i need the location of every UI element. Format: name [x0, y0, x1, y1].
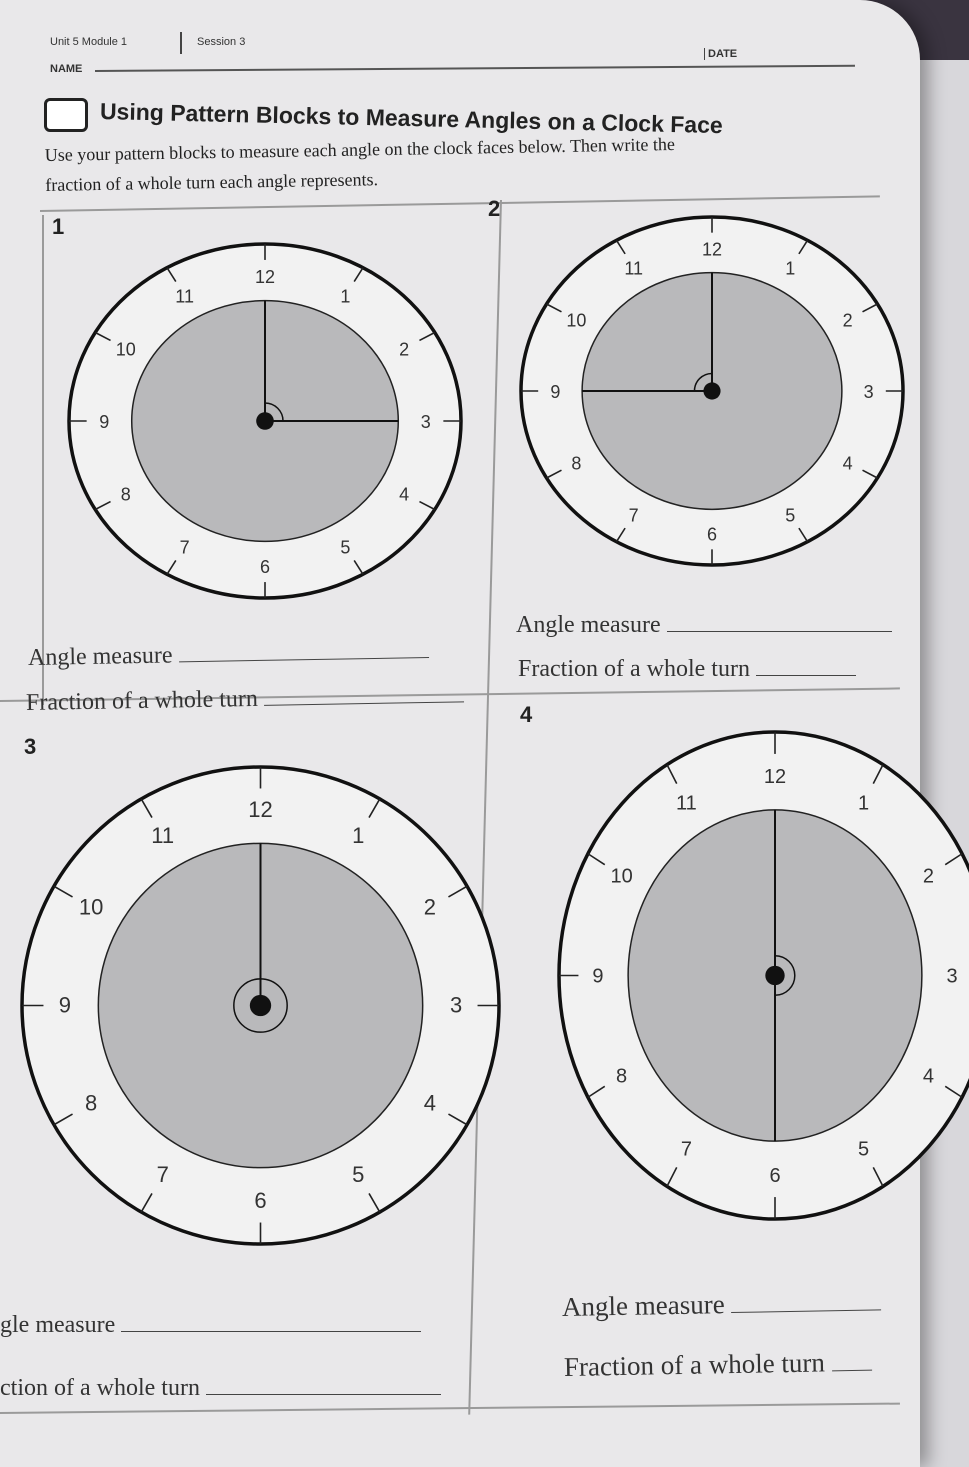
- clock-number: 12: [701, 239, 723, 260]
- clock-number: 9: [58, 992, 72, 1018]
- clock-number: 2: [399, 339, 410, 360]
- clock-number: 2: [423, 894, 436, 920]
- clock-number: 10: [78, 894, 104, 920]
- fraction-label: Fraction of a whole turn: [25, 685, 259, 716]
- clock-number: 8: [120, 484, 131, 505]
- header-divider: [180, 32, 182, 54]
- clock-number: 10: [115, 339, 136, 360]
- clock-number: 11: [676, 792, 697, 815]
- clock-center-dot: [250, 995, 271, 1016]
- clock-number: 11: [151, 823, 175, 849]
- clock-number: 8: [571, 453, 582, 474]
- instructions-line-2: fraction of a whole turn each angle represents.: [45, 169, 379, 195]
- fraction-blank[interactable]: [264, 701, 464, 705]
- fraction-blank[interactable]: [832, 1370, 872, 1372]
- problem-1-fraction-row: [26, 682, 464, 717]
- page-title: Using Pattern Blocks to Measure Angles on a Clock Face: [99, 98, 724, 139]
- angle-measure-label: Angle measure: [561, 1289, 725, 1322]
- clock-number: 12: [763, 765, 787, 788]
- clock-number: 9: [550, 382, 561, 402]
- problem-3-angle-row: [0, 1312, 421, 1339]
- problem-4-number: 4: [520, 702, 533, 727]
- clock-center-dot: [256, 412, 274, 430]
- angle-measure-label: Angle measure: [516, 612, 661, 638]
- fraction-label: Fraction of a whole turn: [563, 1347, 826, 1382]
- clock-number: 8: [85, 1090, 98, 1116]
- clock-number: 1: [340, 286, 351, 307]
- clock-number: 11: [624, 258, 644, 279]
- clock-number: 5: [352, 1161, 365, 1187]
- problem-1-number: 1: [52, 214, 65, 239]
- angle-measure-blank[interactable]: [732, 1309, 882, 1313]
- clock-number: 5: [340, 537, 351, 558]
- date-label: DATE: [704, 48, 737, 60]
- clock-number: 12: [254, 266, 276, 287]
- problem-2-angle-row: [516, 612, 892, 639]
- clock-number: 4: [842, 453, 853, 474]
- instructions-line-1: Use your pattern blocks to measure each angle on the clock faces below. Then write the: [44, 134, 676, 166]
- clock-number: 9: [592, 965, 604, 988]
- fraction-label: Fraction of a whole turn: [518, 656, 750, 682]
- clock-number: 1: [352, 823, 365, 849]
- problem-3-number: 3: [24, 734, 37, 759]
- clock-number: 6: [706, 524, 718, 545]
- clock-number: 7: [628, 505, 639, 526]
- fraction-label: ction of a whole turn: [0, 1375, 200, 1401]
- clock-face-1: [65, 240, 465, 602]
- clock-number: 3: [946, 965, 958, 988]
- angle-measure-blank[interactable]: [121, 1331, 421, 1332]
- clock-number: 1: [785, 258, 796, 279]
- clock-number: 4: [399, 484, 410, 505]
- problem-4-angle-row: [562, 1286, 882, 1323]
- clock-number: 5: [785, 505, 796, 526]
- clock-number: 5: [857, 1138, 870, 1161]
- instructions: [44, 126, 875, 200]
- clock-number: 11: [175, 286, 194, 307]
- problem-1-angle-row: [28, 638, 429, 672]
- angle-measure-blank[interactable]: [667, 631, 892, 632]
- problem-2-fraction-row: [518, 656, 856, 683]
- clock-number: 10: [610, 865, 633, 888]
- clock-number: 6: [254, 1188, 267, 1214]
- clock-number: 2: [842, 310, 853, 331]
- clock-center-dot: [765, 966, 784, 985]
- clock-face-4: [555, 728, 969, 1223]
- problem-3-fraction-row: [0, 1375, 441, 1402]
- clock-number: 2: [922, 865, 934, 888]
- clock-number: 1: [857, 792, 870, 815]
- clock-number: 3: [420, 412, 431, 432]
- session-label: Session 3: [197, 36, 246, 48]
- angle-measure-label: gle measure: [0, 1312, 116, 1338]
- angle-measure-blank[interactable]: [179, 657, 429, 662]
- clock-face-3: [18, 763, 503, 1248]
- problem-2-number: 2: [488, 196, 501, 221]
- clock-number: 7: [680, 1138, 693, 1161]
- clock-number: 4: [423, 1090, 436, 1116]
- clock-number: 7: [179, 537, 190, 558]
- clock-number: 6: [769, 1165, 781, 1188]
- angle-measure-label: Angle measure: [27, 642, 173, 671]
- name-label: NAME: [50, 63, 83, 75]
- fraction-blank[interactable]: [756, 675, 856, 676]
- clock-number: 3: [449, 992, 463, 1018]
- search-magnifier-icon: [44, 98, 88, 132]
- clock-number: 4: [922, 1065, 934, 1088]
- clock-center-dot: [703, 382, 720, 399]
- problem-4-fraction-row: [564, 1347, 872, 1383]
- clock-face-2: [517, 213, 907, 569]
- clock-number: 9: [99, 412, 110, 432]
- clock-number: 12: [248, 796, 273, 822]
- unit-module-label: Unit 5 Module 1: [50, 36, 128, 48]
- clock-number: 8: [616, 1065, 628, 1088]
- grid-bottom-line: [0, 1403, 900, 1414]
- clock-number: 7: [156, 1161, 169, 1187]
- clock-number: 3: [863, 382, 874, 402]
- clock-number: 10: [566, 310, 587, 331]
- clock-number: 6: [259, 557, 271, 578]
- fraction-blank[interactable]: [206, 1394, 441, 1395]
- name-line[interactable]: [95, 65, 855, 72]
- grid-left-line: [42, 215, 44, 705]
